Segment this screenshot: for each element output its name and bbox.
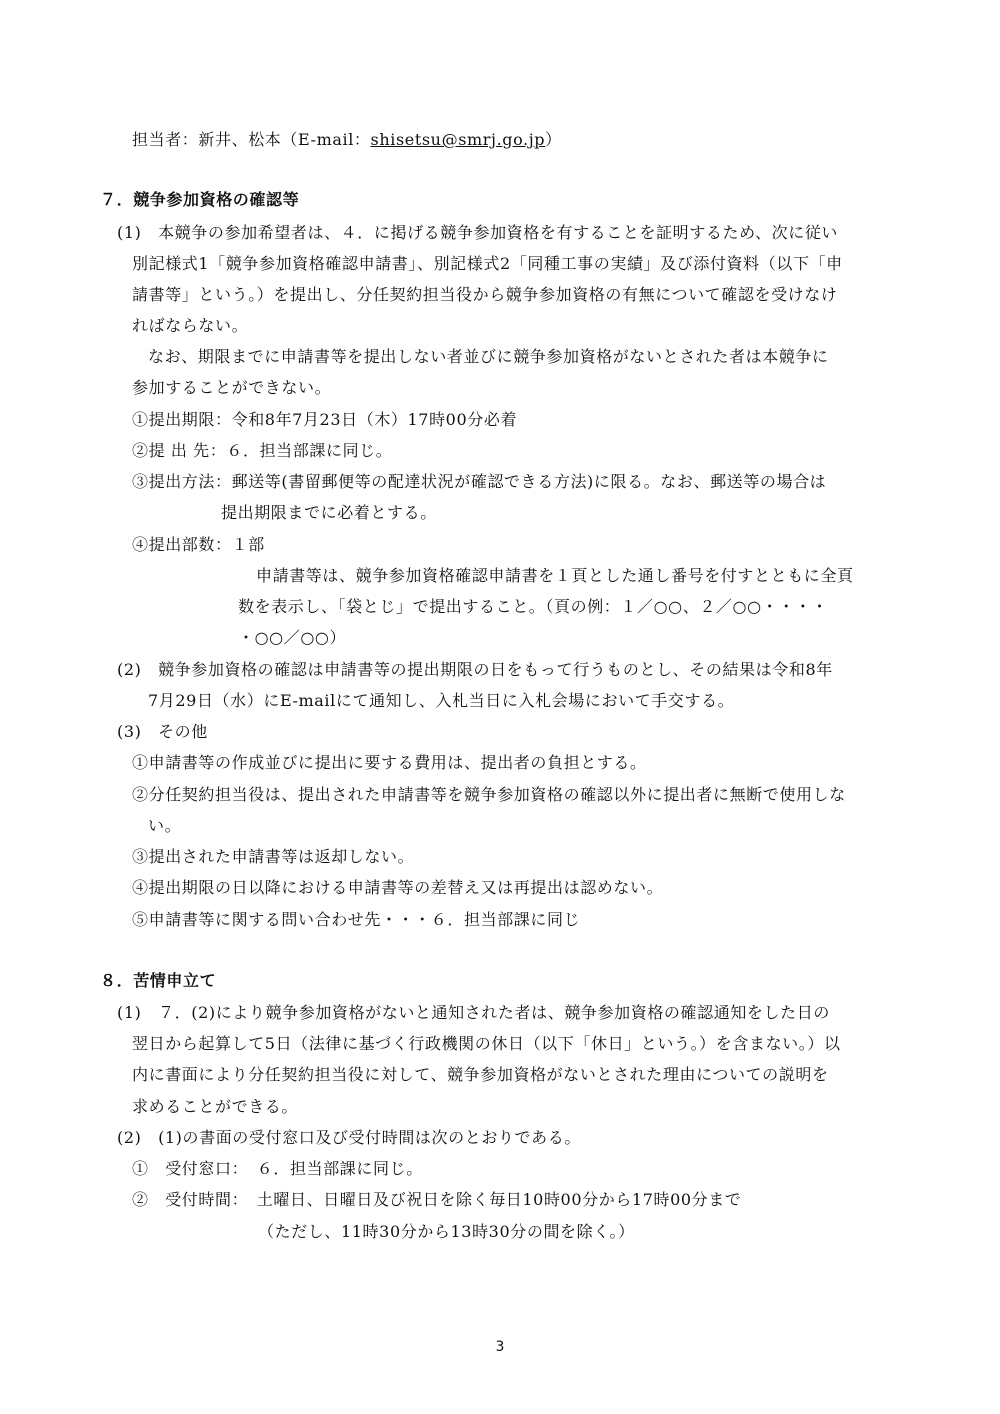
section-7-line: 申請書等は、競争参加資格確認申請書を１頁とした通し番号を付すとともに全頁: [256, 566, 854, 585]
submission-destination: ②提 出 先：６．担当部課に同じ。: [132, 441, 393, 460]
submission-copies: ④提出部数：１部: [132, 535, 265, 554]
section-7-line: (3) その他: [117, 722, 208, 741]
contact-prefix: 担当者：新井、松本（E-mail：: [132, 130, 371, 149]
section-7-line: (1) 本競争の参加希望者は、４．に掲げる競争参加資格を有することを証明するため、次に従い: [117, 223, 839, 242]
section-7-line: ①申請書等の作成並びに提出に要する費用は、提出者の負担とする。: [132, 753, 647, 772]
section-7-line: ・○○／○○）: [238, 628, 347, 647]
reception-window: ① 受付窓口： ６．担当部課に同じ。: [132, 1159, 423, 1178]
section-7-line: 提出期限までに必着とする。: [221, 503, 437, 522]
section-7-line: ④提出期限の日以降における申請書等の差替え又は再提出は認めない。: [132, 878, 664, 897]
section-8-line: 求めることができる。: [132, 1097, 299, 1116]
section-8-line: 翌日から起算して5日（法律に基づく行政機関の休日（以下「休日」という。）を含まない。）以: [132, 1034, 841, 1053]
section-7-line: 数を表示し、「袋とじ」で提出すること。（頁の例：１／○○、２／○○・・・・: [238, 597, 829, 616]
submission-method: ③提出方法：郵送等(書留郵便等の配達状況が確認できる方法)に限る。なお、郵送等の場合は: [132, 472, 827, 491]
section-8-heading: ８．苦情申立て: [100, 971, 217, 990]
section-8-line: 内に書面により分任契約担当役に対して、競争参加資格がないとされた理由についての説明を: [132, 1065, 829, 1084]
section-8-line: (1) ７．(2)により競争参加資格がないと通知された者は、競争参加資格の確認通知をした日の: [117, 1003, 830, 1022]
section-7-line: ③提出された申請書等は返却しない。: [132, 847, 415, 866]
section-7-line: 7月29日（水）にE-mailにて通知し、入札当日に入札会場において手交する。: [148, 691, 735, 710]
contact-suffix: ）: [545, 130, 562, 149]
page-number: 3: [495, 1339, 505, 1355]
contact-line: [132, 129, 562, 151]
contact-email-link[interactable]: shisetsu@smrj.go.jp: [370, 130, 546, 149]
section-8-line: (2) (1)の書面の受付窓口及び受付時間は次のとおりである。: [117, 1128, 581, 1147]
reception-hours: ② 受付時間： 土曜日、日曜日及び祝日を除く毎日10時00分から17時00分まで: [132, 1190, 742, 1209]
section-7-line: 別記様式1「競争参加資格確認申請書」、別記様式2「同種工事の実績」及び添付資料（以下「申: [132, 254, 843, 273]
section-7-line: ればならない。: [132, 316, 249, 335]
section-7-line: (2) 競争参加資格の確認は申請書等の提出期限の日をもって行うものとし、その結果は令和8年: [117, 660, 833, 679]
section-7-line: ⑤申請書等に関する問い合わせ先・・・６．担当部課に同じ: [132, 910, 581, 929]
submission-deadline: ①提出期限：令和8年7月23日（木）17時00分必着: [132, 410, 518, 429]
section-7-line: い。: [148, 816, 182, 835]
section-7-line: ②分任契約担当役は、提出された申請書等を競争参加資格の確認以外に提出者に無断で使用しな: [132, 785, 846, 804]
section-7-line: 請書等」という。）を提出し、分任契約担当役から競争参加資格の有無について確認を受けなけ: [132, 285, 838, 304]
section-7-line: 参加することができない。: [132, 378, 332, 397]
section-7-line: なお、期限までに申請書等を提出しない者並びに競争参加資格がないとされた者は本競争に: [148, 347, 829, 366]
section-8-line: （ただし、11時30分から13時30分の間を除く。）: [258, 1222, 635, 1241]
section-7-heading: ７．競争参加資格の確認等: [100, 190, 300, 209]
